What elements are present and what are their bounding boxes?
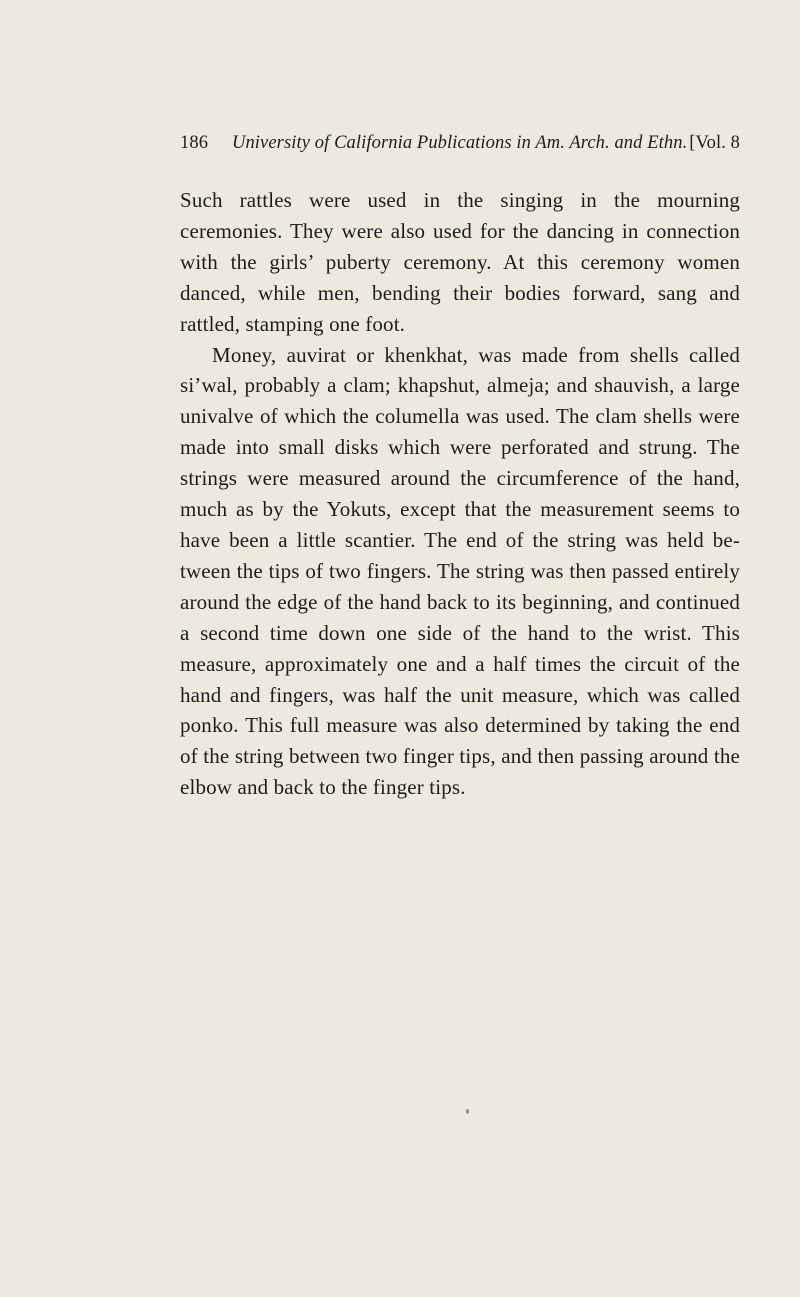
volume-label: [Vol. 8: [689, 133, 740, 153]
paragraph-rattles: Such rattles were used in the singing in the mourning ceremonies. They were also used for the dancing in connection with the girls’ puberty ceremony. At this ceremony women danced, while men, bending their bodies forward, sang and rattled, stamping one foot.: [180, 188, 740, 336]
page-number: 186: [180, 133, 209, 153]
paper-speck: [466, 1109, 469, 1114]
body-text: [180, 185, 740, 803]
journal-title: University of California Publications in Am. Arch. and Ethn.: [232, 133, 688, 153]
paragraph-money: Money, auvirat or khenkhat, was made from shells called si’wal, probably a clam; khapshut, almeja; and shauvish, a large univalve of which the columella was used. The clam shells were made into small disks which were perforated and strung. The strings were measured around the circumference of the hand, much as by the Yokuts, except that the measurement seems to have been a little scantier. The end of the string was held be-tween the tips of two fingers. The string was then passed entirely around the edge of the hand back to its beginning, and continued a second time down one side of the hand to the wrist. This measure, approximately one and a half times the circuit of the hand and fingers, was half the unit measure, which was called ponko. This full measure was also determined by taking the end of the string between two finger tips, and then passing around the elbow and back to the finger tips.: [180, 342, 740, 800]
